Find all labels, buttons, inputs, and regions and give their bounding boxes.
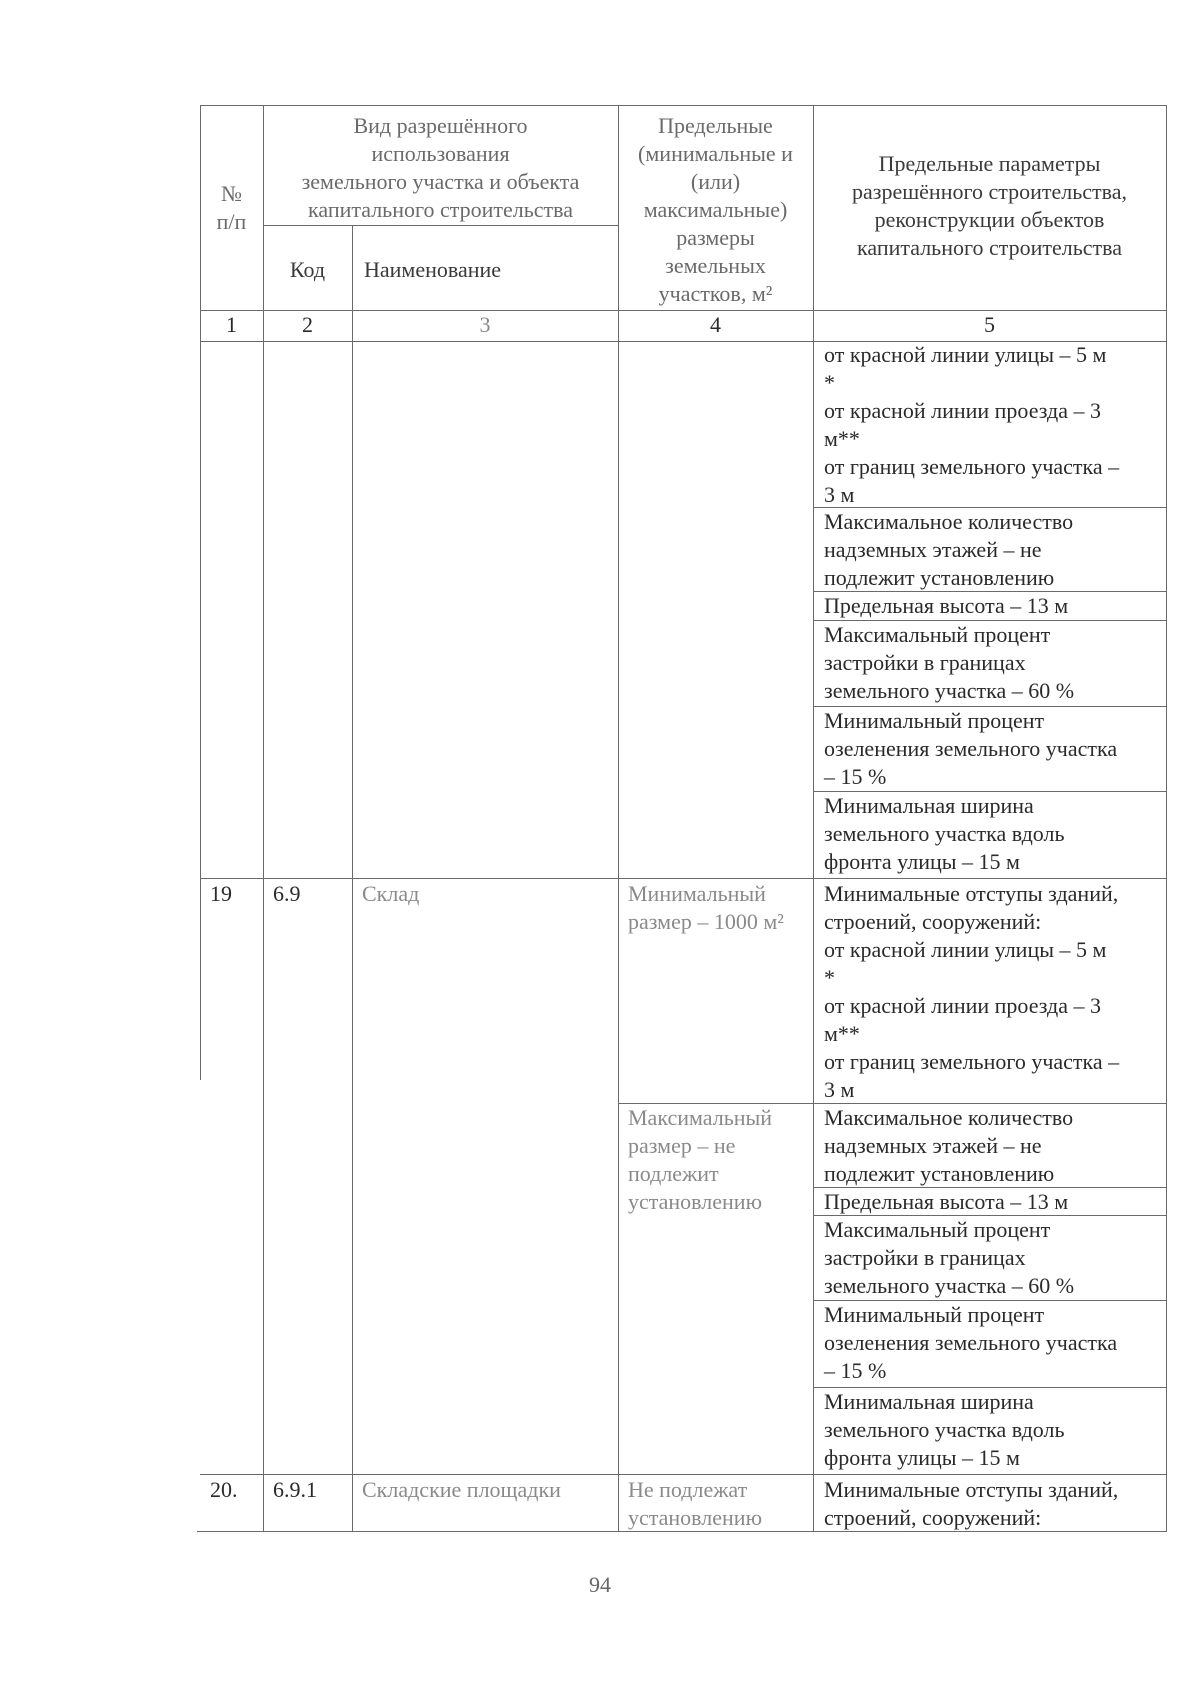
cont-param-coverage: Максимальный процент застройки в границах земельного участка – 60 % (824, 622, 1075, 703)
row-19-param-setbacks: Минимальные отступы зданий, строений, сооружений: от красной линии улицы – 5 м * от красной линии проезда – 3 м** от границ земельного участка – 3 м (824, 881, 1120, 1102)
row-19-size-max: Максимальный размер – не подлежит установлению (628, 1105, 773, 1214)
row-19-param-floors: Максимальное количество надземных этажей – не подлежит установлению (824, 1105, 1074, 1186)
row-20-name: Складские площадки (362, 1477, 561, 1502)
row-19-param-greening: Минимальный процент озеленения земельного участка – 15 % (824, 1302, 1118, 1383)
row-19-size-min: Минимальный размер – 1000 м² (628, 881, 784, 934)
row-19-code: 6.9 (273, 881, 301, 906)
header-sizes: Предельные (минимальные и (или) максимальные) размеры земельных участков, м² (638, 113, 793, 306)
row-20-top-border (200, 1474, 1167, 1475)
cont-param-width: Минимальная ширина земельного участка вдоль фронта улицы – 15 м (824, 793, 1065, 874)
table-top-border (200, 105, 1167, 106)
row-20-size: Не подлежат установлению (628, 1477, 763, 1530)
header-subdivider (263, 225, 618, 226)
colnum-3: 3 (479, 312, 491, 337)
row-19-top-border (200, 878, 1167, 879)
row-19-param-coverage: Максимальный процент застройки в границах земельного участка – 60 % (824, 1217, 1075, 1298)
colnum-1: 1 (226, 312, 237, 337)
page-number: 94 (589, 1572, 611, 1597)
header-kod: Код (289, 257, 326, 282)
colnum-4: 4 (710, 312, 721, 337)
colnum-2: 2 (302, 312, 313, 337)
header-num: № п/п (216, 181, 247, 234)
header-vid: Вид разрешённого использования земельного участка и объекта капитального строительства (301, 113, 580, 222)
cont-param-setbacks: от красной линии улицы – 5 м * от красной линии проезда – 3 м** от границ земельного участка – 3 м (824, 342, 1120, 507)
cont-param-greening: Минимальный процент озеленения земельного участка – 15 % (824, 708, 1118, 789)
row-19-param-width: Минимальная ширина земельного участка вдоль фронта улицы – 15 м (824, 1389, 1065, 1470)
colnum-5: 5 (984, 312, 995, 337)
row-19-param-height: Предельная высота – 13 м (824, 1189, 1069, 1214)
header-name: Наименование (364, 257, 502, 282)
cont-param-height: Предельная высота – 13 м (824, 593, 1069, 618)
col-divider-2 (352, 225, 353, 1531)
row-19-name: Склад (362, 881, 420, 906)
table-left-border (200, 105, 201, 1080)
row-19-num: 19 (210, 881, 232, 906)
row-20-code: 6.9.1 (273, 1477, 317, 1502)
table-right-border (1166, 105, 1167, 1531)
row-20-num: 20. (210, 1477, 238, 1502)
header-params: Предельные параметры разрешённого строительства, реконструкции объектов капитального строительства (852, 151, 1127, 260)
row-20-param-setbacks: Минимальные отступы зданий, строений, сооружений: (824, 1477, 1119, 1530)
cont-param-floors: Максимальное количество надземных этажей – не подлежит установлению (824, 509, 1074, 590)
